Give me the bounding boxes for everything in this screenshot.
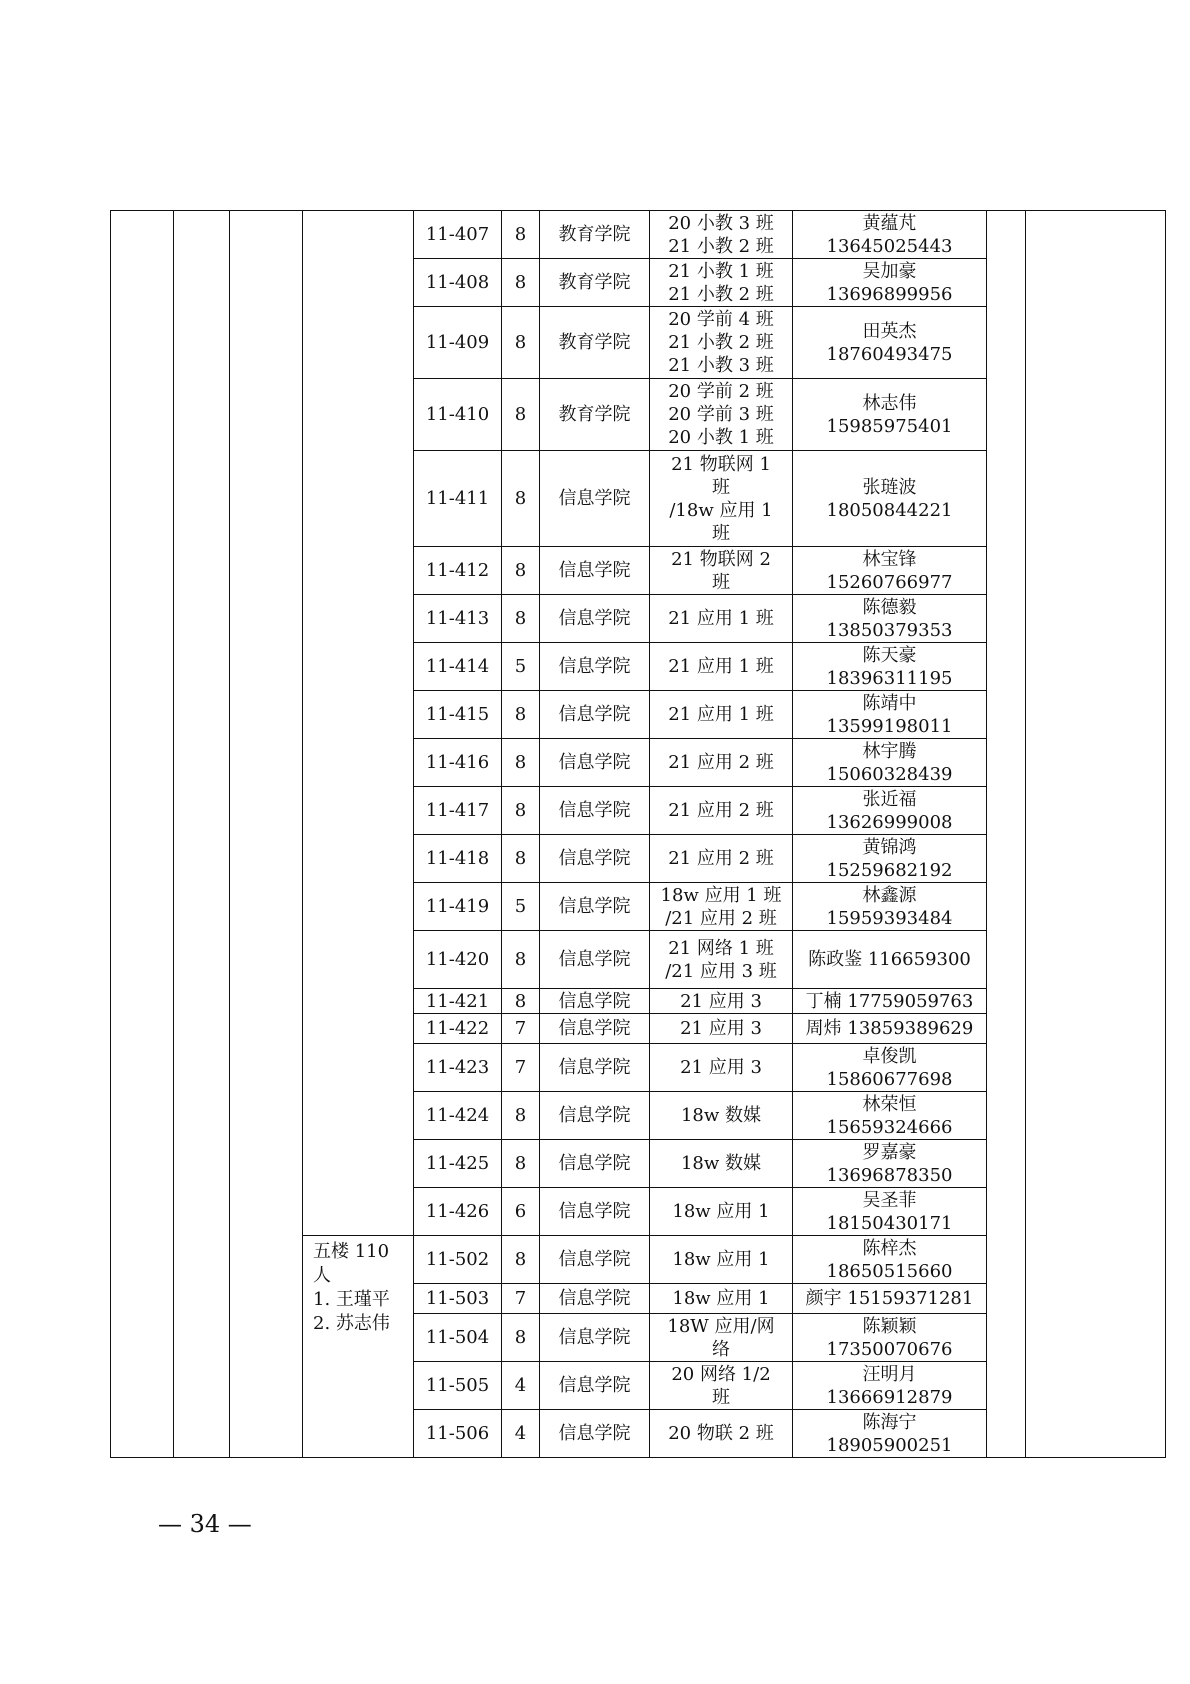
person-cell [793,1140,987,1188]
cell-line: 17350070676 [826,1338,953,1360]
person-cell [793,1362,987,1410]
college-cell: 信息学院 [540,835,650,883]
room-cell: 11-407 [414,211,502,259]
cell-line: 13696878350 [826,1164,953,1186]
cell-line: 周炜 13859389629 [805,1018,974,1039]
cell-line: 21 应用 3 [680,990,762,1012]
room-cell: 11-415 [414,691,502,739]
room-cell: 11-419 [414,883,502,931]
class-cell [650,691,793,739]
class-cell [650,1092,793,1140]
person-cell [793,451,987,547]
cell-line: 人 [313,1265,331,1286]
person-cell [793,1044,987,1092]
college-cell: 信息学院 [540,1284,650,1314]
count-cell: 8 [502,1236,540,1284]
person-cell [793,691,987,739]
class-cell [650,307,793,379]
table-row [111,211,1166,259]
class-cell [650,379,793,451]
cell-line: 15860677698 [826,1068,953,1090]
class-cell [650,259,793,307]
cell-line: 林宝锋 [862,548,917,570]
cell-line: 田英杰 [862,320,917,342]
cell-line: 18W 应用/网 [667,1315,775,1337]
college-cell: 信息学院 [540,595,650,643]
dorm-table [110,210,1166,1458]
cell-line: 20 小教 1 班 [668,427,774,448]
cell-line: 18w 应用 1 班 [660,884,782,906]
college-cell: 教育学院 [540,307,650,379]
college-cell: 信息学院 [540,1362,650,1410]
class-cell [650,1014,793,1044]
class-cell [650,1236,793,1284]
room-cell: 11-420 [414,931,502,989]
cell-line: 21 应用 1 班 [668,608,774,629]
college-cell: 信息学院 [540,739,650,787]
person-cell [793,1188,987,1236]
college-cell: 信息学院 [540,883,650,931]
class-cell [650,1044,793,1092]
room-cell: 11-421 [414,989,502,1014]
class-cell [650,451,793,547]
person-cell [793,547,987,595]
college-cell: 信息学院 [540,451,650,547]
cell-line: 13645025443 [826,235,953,257]
count-cell: 7 [502,1044,540,1092]
count-cell: 8 [502,787,540,835]
cell-line: 18w 应用 1 [672,1201,770,1222]
cell-line: 21 应用 2 班 [668,752,774,773]
count-cell: 8 [502,691,540,739]
college-cell: 信息学院 [540,931,650,989]
cell-line: 林宇腾 [862,740,917,762]
cell-line: /21 应用 3 班 [665,960,777,982]
person-cell [793,883,987,931]
cell-line: 林荣恒 [862,1093,917,1115]
cell-line: 林志伟 [862,392,917,414]
cell-line: 15659324666 [826,1116,953,1138]
cell-line: 18150430171 [826,1212,953,1234]
room-cell: 11-505 [414,1362,502,1410]
room-cell: 11-413 [414,595,502,643]
person-cell [793,787,987,835]
class-cell [650,1314,793,1362]
college-cell: 信息学院 [540,989,650,1014]
cell-line: 吴圣菲 [862,1189,917,1211]
cell-line: 18w 数媒 [680,1153,762,1174]
room-cell: 11-424 [414,1092,502,1140]
blank-col-1 [111,211,174,1458]
college-cell: 信息学院 [540,691,650,739]
cell-line: 2. 苏志伟 [313,1313,390,1334]
cell-line: 汪明月 [862,1363,917,1385]
cell-line: 班 [712,476,730,498]
count-cell: 8 [502,1092,540,1140]
room-cell: 11-414 [414,643,502,691]
cell-line: 五楼 110 [313,1241,390,1262]
count-cell: 8 [502,1140,540,1188]
person-cell [793,307,987,379]
cell-line: 15060328439 [826,763,953,785]
class-cell [650,1284,793,1314]
cell-line: 21 小教 2 班 [668,283,774,305]
cell-line: 13850379353 [826,619,953,641]
person-cell [793,1314,987,1362]
page-number: — 34 — [158,1510,252,1538]
person-cell [793,379,987,451]
cell-line: 18050844221 [826,499,953,521]
cell-line: 班 [712,522,730,544]
cell-line: 陈政鉴 116659300 [808,949,971,970]
cell-line: 吴加豪 [862,260,917,282]
college-cell: 教育学院 [540,211,650,259]
cell-line: 21 物联网 1 [671,453,771,475]
cell-line: 班 [712,1386,730,1408]
person-cell [793,211,987,259]
cell-line: 21 小教 2 班 [668,235,774,257]
cell-line: 丁楠 17759059763 [805,990,974,1012]
cell-line: 卓俊凯 [862,1045,917,1067]
cell-line: 罗嘉豪 [862,1141,917,1163]
cell-line: 13599198011 [826,715,953,737]
cell-line: 班 [712,571,730,593]
person-cell [793,1014,987,1044]
cell-line: 颜宇 15159371281 [805,1288,974,1309]
room-cell: 11-506 [414,1410,502,1458]
person-cell [793,931,987,989]
person-cell [793,739,987,787]
person-cell [793,1236,987,1284]
cell-line: 20 物联 2 班 [668,1423,774,1444]
count-cell: 8 [502,989,540,1014]
count-cell: 8 [502,835,540,883]
class-cell [650,547,793,595]
floor5-cell [303,1236,414,1458]
table-body [111,211,1166,1458]
college-cell: 信息学院 [540,1014,650,1044]
college-cell: 信息学院 [540,1140,650,1188]
cell-line: 15985975401 [826,415,953,437]
class-cell [650,1410,793,1458]
room-cell: 11-425 [414,1140,502,1188]
cell-line: 络 [712,1338,730,1360]
count-cell: 8 [502,307,540,379]
class-cell [650,211,793,259]
cell-line: 21 应用 3 [680,1018,762,1039]
cell-line: 张琏波 [862,476,917,498]
room-cell: 11-409 [414,307,502,379]
cell-line: 黄锦鸿 [862,836,917,858]
room-cell: 11-416 [414,739,502,787]
count-cell: 8 [502,259,540,307]
cell-line: 15959393484 [826,907,953,929]
cell-line: 20 网络 1/2 [671,1363,771,1385]
cell-line: 21 应用 1 班 [668,656,774,677]
floor4-cell [303,211,414,1236]
cell-line: 18650515660 [826,1260,953,1282]
room-cell: 11-418 [414,835,502,883]
room-cell: 11-423 [414,1044,502,1092]
person-cell [793,643,987,691]
cell-line: 20 学前 2 班 [668,381,774,402]
blank-col-10 [987,211,1026,1458]
cell-line: 18w 数媒 [680,1105,762,1126]
cell-line: /18w 应用 1 [669,499,773,521]
class-cell [650,1188,793,1236]
class-cell [650,883,793,931]
college-cell: 信息学院 [540,1410,650,1458]
cell-line: 21 应用 1 班 [668,704,774,725]
class-cell [650,595,793,643]
cell-line: 21 网络 1 班 [668,937,774,959]
cell-line: 20 学前 3 班 [668,404,774,425]
count-cell: 8 [502,211,540,259]
cell-line: 13666912879 [826,1386,953,1408]
college-cell: 信息学院 [540,787,650,835]
class-cell [650,835,793,883]
class-cell [650,989,793,1014]
room-cell: 11-412 [414,547,502,595]
count-cell: 8 [502,379,540,451]
count-cell: 4 [502,1362,540,1410]
cell-line: 18905900251 [826,1434,953,1456]
cell-line: 陈颖颖 [862,1315,917,1337]
cell-line: 张近福 [862,788,917,810]
room-cell: 11-504 [414,1314,502,1362]
count-cell: 7 [502,1014,540,1044]
person-cell [793,595,987,643]
class-cell [650,1140,793,1188]
cell-line: 20 小教 3 班 [668,212,774,234]
room-cell: 11-503 [414,1284,502,1314]
room-cell: 11-408 [414,259,502,307]
cell-line: 21 应用 2 班 [668,848,774,869]
cell-line: 陈海宁 [862,1411,917,1433]
count-cell: 8 [502,1314,540,1362]
room-cell: 11-502 [414,1236,502,1284]
blank-col-2 [174,211,230,1458]
class-cell [650,931,793,989]
college-cell: 信息学院 [540,643,650,691]
college-cell: 教育学院 [540,379,650,451]
person-cell [793,989,987,1014]
count-cell: 8 [502,931,540,989]
room-cell: 11-411 [414,451,502,547]
class-cell [650,787,793,835]
cell-line: 21 小教 1 班 [668,260,774,282]
cell-line: /21 应用 2 班 [665,907,777,929]
count-cell: 8 [502,595,540,643]
room-cell: 11-410 [414,379,502,451]
cell-line: 18w 应用 1 [672,1288,770,1309]
blank-col-3 [230,211,303,1458]
cell-line: 陈靖中 [862,692,917,714]
cell-line: 黄蕴芃 [862,212,917,234]
cell-line: 陈德毅 [862,596,917,618]
cell-line: 13626999008 [826,811,953,833]
cell-line: 陈天豪 [862,644,917,666]
cell-line: 18w 应用 1 [672,1249,770,1270]
count-cell: 6 [502,1188,540,1236]
count-cell: 8 [502,451,540,547]
cell-line: 21 应用 3 [680,1057,762,1078]
class-cell [650,643,793,691]
cell-line: 21 应用 2 班 [668,800,774,821]
cell-line: 林鑫源 [862,884,917,906]
cell-line: 18396311195 [826,667,953,689]
cell-line: 15260766977 [826,571,953,593]
blank-col-11 [1026,211,1166,1458]
count-cell: 8 [502,547,540,595]
cell-line: 21 物联网 2 [671,548,771,570]
class-cell [650,739,793,787]
college-cell: 信息学院 [540,1236,650,1284]
person-cell [793,1410,987,1458]
count-cell: 5 [502,643,540,691]
cell-line: 15259682192 [826,859,953,881]
person-cell [793,835,987,883]
cell-line: 21 小教 2 班 [668,332,774,353]
room-cell: 11-426 [414,1188,502,1236]
college-cell: 信息学院 [540,1314,650,1362]
count-cell: 8 [502,739,540,787]
count-cell: 4 [502,1410,540,1458]
college-cell: 信息学院 [540,1188,650,1236]
person-cell [793,1092,987,1140]
cell-line: 陈梓杰 [862,1237,917,1259]
cell-line: 1. 王瑾平 [313,1289,390,1310]
person-cell [793,259,987,307]
college-cell: 教育学院 [540,259,650,307]
count-cell: 5 [502,883,540,931]
room-cell: 11-422 [414,1014,502,1044]
room-cell: 11-417 [414,787,502,835]
class-cell [650,1362,793,1410]
college-cell: 信息学院 [540,547,650,595]
college-cell: 信息学院 [540,1044,650,1092]
cell-line: 21 小教 3 班 [668,355,774,376]
cell-line: 18760493475 [826,343,953,365]
count-cell: 7 [502,1284,540,1314]
cell-line: 13696899956 [826,283,953,305]
college-cell: 信息学院 [540,1092,650,1140]
cell-line: 20 学前 4 班 [668,309,774,330]
person-cell [793,1284,987,1314]
